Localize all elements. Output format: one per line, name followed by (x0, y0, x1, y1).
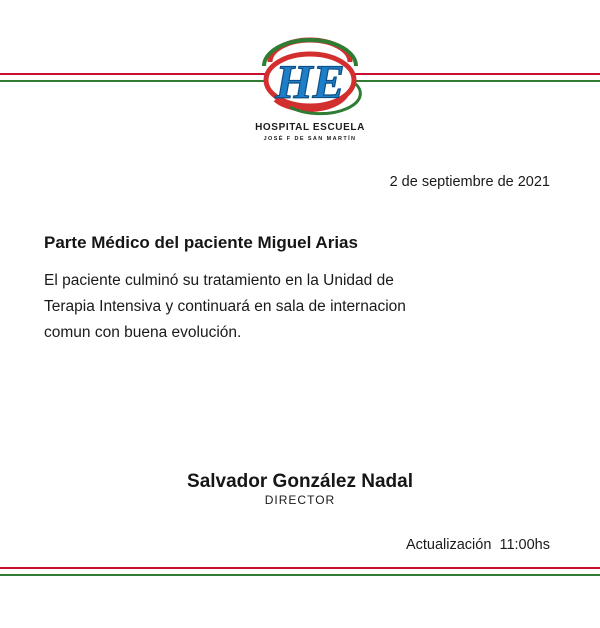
hospital-logo-icon (250, 22, 370, 122)
logo-monogram: HE (275, 56, 345, 109)
bottom-green-stripe (0, 574, 600, 576)
report-title: Parte Médico del paciente Miguel Arias (44, 233, 358, 252)
bottom-red-stripe (0, 567, 600, 569)
update-time: Actualización 11:00hs (405, 537, 550, 553)
signer-role: DIRECTOR (264, 493, 336, 507)
report-body (44, 268, 464, 346)
hospital-logo (250, 22, 370, 154)
report-body-line: El paciente culminó su tratamiento en la Unidad de (44, 272, 394, 289)
report-date: 2 de septiembre de 2021 (389, 174, 550, 190)
report-body-line: comun con buena evolución. (44, 324, 242, 341)
report-body-line: Terapia Intensiva y continuará en sala de internacion (44, 298, 406, 315)
logo-subtitle: JOSÉ F DE SAN MARTÍN (263, 136, 357, 142)
signer-name: Salvador González Nadal (187, 471, 413, 492)
bottom-stripe-band (0, 567, 600, 579)
logo-hospital-name: HOSPITAL ESCUELA (255, 122, 365, 133)
